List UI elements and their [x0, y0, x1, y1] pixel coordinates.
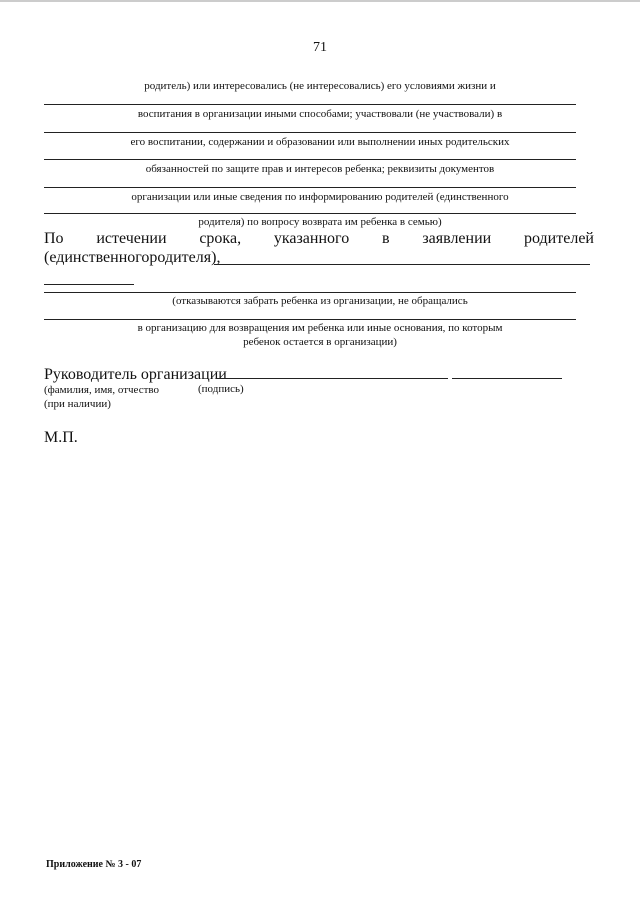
underline-2 [44, 132, 576, 133]
statement-word: родителей [524, 230, 594, 247]
underline-4 [44, 187, 576, 188]
statement-word: указанного [273, 230, 350, 247]
refuse-hint: (отказываются забрать ребенка из организации, не обращались [172, 295, 468, 307]
statement-word: срока, [199, 230, 242, 247]
underline-6 [44, 292, 576, 293]
sign-hint: (подпись) [198, 383, 244, 395]
refuse-hint-2: в организацию для возвращения им ребенка или иные основания, по которым [137, 322, 503, 334]
page-number: 71 [313, 40, 327, 55]
statement-word: заявлении [422, 230, 492, 247]
fio-hint: (фамилия, имя, отчество [44, 384, 160, 396]
sign-line [452, 378, 562, 379]
page-top-edge [0, 0, 640, 2]
form-line-5: организации или иные сведения по информированию родителей (единственного [131, 191, 509, 203]
underline-7 [44, 319, 576, 320]
statement-word: истечении [96, 230, 167, 247]
form-line-3: его воспитании, содержании и образовании или выполнении иных родительских [130, 136, 510, 148]
form-line-6: родителя) по вопросу возврата им ребенка в семью) [198, 216, 442, 228]
director-title: Руководитель организации [44, 366, 227, 383]
underline-5 [44, 213, 576, 214]
statement-short-line [44, 284, 134, 285]
form-line-2: воспитания в организации иными способами; участвовали (не участвовали) в [137, 108, 503, 120]
name-line [216, 378, 448, 379]
form-line-4: обязанностей по защите прав и интересов ребенка; реквизиты документов [145, 163, 495, 175]
statement-word: в [381, 230, 390, 247]
statement-fill-line [214, 264, 590, 265]
appendix-footer: Приложение № 3 - 07 [46, 859, 142, 870]
refuse-hint-3: ребенок остается в организации) [243, 336, 397, 348]
underline-3 [44, 159, 576, 160]
presence-hint: (при наличии) [44, 398, 111, 410]
statement-line-1 [44, 230, 594, 248]
form-line-1: родитель) или интересовались (не интересовались) его условиями жизни и [144, 80, 496, 92]
stamp-place: М.П. [44, 429, 78, 446]
statement-line-2: (единственногородителя), [44, 249, 221, 266]
underline-1 [44, 104, 576, 105]
statement-word: По [44, 230, 64, 247]
